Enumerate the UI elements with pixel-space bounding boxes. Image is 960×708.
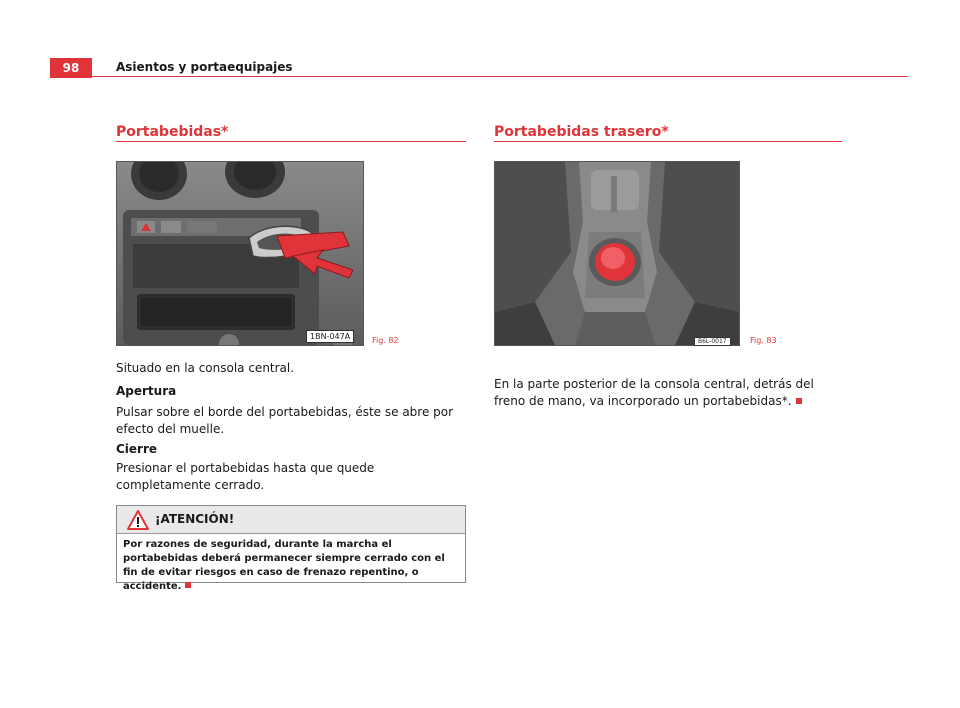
end-of-section-icon bbox=[796, 398, 802, 404]
warning-triangle-icon bbox=[127, 510, 149, 530]
figure-rear-cupholder-photo bbox=[494, 161, 740, 346]
closing-title: Cierre bbox=[116, 442, 158, 456]
rear-cupholder-heading-rule bbox=[494, 141, 842, 142]
rear-cupholder-text-block bbox=[494, 376, 824, 410]
opening-title: Apertura bbox=[116, 384, 177, 398]
page-number: 98 bbox=[50, 58, 92, 78]
warning-header bbox=[117, 506, 465, 534]
warning-text-block bbox=[123, 538, 461, 594]
rear-cupholder-text: En la parte posterior de la consola central, detrás del freno de mano, va incorporado un portabebidas*. bbox=[494, 377, 814, 408]
warning-text: Por razones de seguridad, durante la marcha el portabebidas deberá permanecer siempre cerrado con el fin de evitar riesgos en caso de frenazo repentino, o accidente. bbox=[123, 539, 445, 592]
figure-caption-82: Fig. 82 bbox=[372, 336, 399, 345]
opening-text: Pulsar sobre el borde del portabebidas, éste se abre por efecto del muelle. bbox=[116, 405, 454, 436]
cupholder-heading: Portabebidas* bbox=[116, 124, 229, 140]
rear-cupholder-illustration bbox=[495, 162, 739, 345]
rear-cupholder-heading: Portabebidas trasero* bbox=[494, 124, 669, 140]
cupholder-heading-rule bbox=[116, 141, 466, 142]
figure-cupholder-photo bbox=[116, 161, 364, 346]
end-of-section-icon bbox=[185, 582, 191, 588]
figure-caption-83: Fig. 83 bbox=[750, 336, 777, 345]
closing-text: Presionar el portabebidas hasta que quede completamente cerrado. bbox=[116, 461, 375, 492]
section-title: Asientos y portaequipajes bbox=[116, 60, 293, 74]
warning-box bbox=[116, 505, 466, 592]
warning-title: ¡ATENCIÓN! bbox=[155, 512, 235, 526]
cupholder-illustration bbox=[117, 162, 363, 345]
header-rule bbox=[92, 76, 908, 77]
intro-text: Situado en la consola central. bbox=[116, 361, 295, 375]
figure-code-82: 1BN-047A bbox=[306, 330, 354, 343]
figure-code-83: B6L-0017 bbox=[694, 337, 731, 346]
